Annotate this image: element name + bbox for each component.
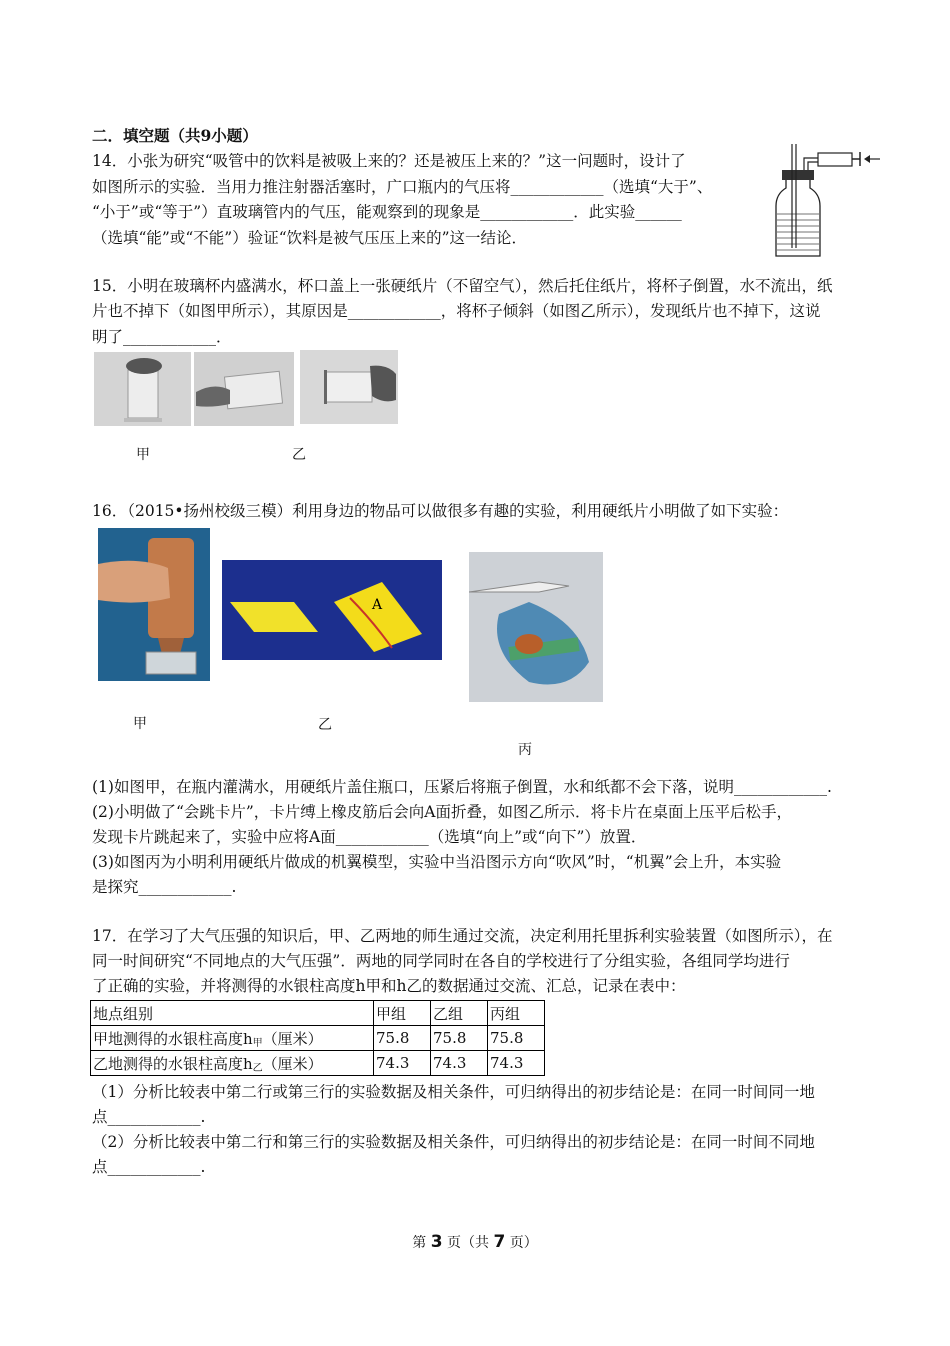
table-row: [91, 1051, 545, 1076]
table-cell: 74.3: [488, 1051, 545, 1076]
syringe-bottle-figure: [768, 140, 883, 262]
q16-caption-yi: 乙: [318, 717, 332, 733]
q15-line-1: 15．小明在玻璃杯内盛满水，杯口盖上一张硬纸片（不留空气），然后托住纸片，将杯子倒置，水不流出，纸: [92, 277, 833, 295]
table-row: [91, 1026, 545, 1051]
q16-part-1: (1)如图甲，在瓶内灌满水，用硬纸片盖住瓶口，压紧后将瓶子倒置，水和纸都不会下落，说明____________.: [92, 778, 832, 796]
q16-part-2a: (2)小明做了“会跳卡片”，卡片缚上橡皮筋后会向A面折叠，如图乙所示．将卡片在桌面上压平后松手，: [92, 803, 793, 821]
mercury-height-table: [90, 1000, 545, 1076]
table-cell: 75.8: [488, 1026, 545, 1051]
q15-line-2: 片也不掉下（如图甲所示），其原因是____________，将杯子倾斜（如图乙所示），发现纸片也不掉下，这说: [92, 302, 821, 320]
q16-intro: 16．（2015•扬州校级三模）利用身边的物品可以做很多有趣的实验，利用硬纸片小明做了如下实验：: [92, 502, 789, 520]
q16-part-3b: 是探究____________.: [92, 878, 237, 896]
q15-line-3: 明了____________．: [92, 328, 232, 346]
table-header-cell: 丙组: [488, 1001, 545, 1026]
q16-caption-jia: 甲: [133, 716, 147, 732]
table-cell: 74.3: [431, 1051, 488, 1076]
current-page-number: 3: [430, 1232, 443, 1252]
wing-model-photo: [469, 552, 603, 702]
table-header-cell: 乙组: [431, 1001, 488, 1026]
q17-part-1a: （1）分析比较表中第二行或第三行的实验数据及相关条件，可归纳得出的初步结论是：在同一时间同一地: [92, 1083, 815, 1101]
cup-sideways-photo: [300, 350, 398, 424]
cup-upright-photo: [94, 352, 191, 426]
q14-line-1: 14．小张为研究“吸管中的饮料是被吸上来的？还是被压上来的？”这一问题时，设计了: [92, 152, 686, 170]
page-footer: 第 3 页（共 7 页）: [412, 1232, 538, 1252]
jumping-card-photo: [222, 560, 442, 660]
q14-line-3: “小于”或“等于”）直玻璃管内的气压，能观察到的现象是____________．此实验______: [92, 203, 682, 221]
table-cell: 75.8: [431, 1026, 488, 1051]
card-a-label: A: [372, 597, 383, 613]
q17-part-2a: （2）分析比较表中第二行和第三行的实验数据及相关条件，可归纳得出的初步结论是：在同一时间不同地: [92, 1133, 815, 1151]
section-title: 二．填空题（共9小题）: [92, 126, 258, 145]
table-header-cell: 地点组别: [91, 1001, 374, 1026]
q17-line-2: 同一时间研究“不同地点的大气压强”．两地的同学同时在各自的学校进行了分组实验，各组同学均进行: [92, 952, 790, 970]
table-cell: 75.8: [374, 1026, 431, 1051]
table-row-label: 乙地测得的水银柱高度$h_乙$（厘米）: [91, 1051, 374, 1076]
cup-tilted-photo: [194, 352, 294, 426]
q14-line-2: 如图所示的实验．当用力推注射器活塞时，广口瓶内的气压将____________（选填“大于”、: [92, 178, 713, 196]
table-cell: 74.3: [374, 1051, 431, 1076]
q17-line-1: 17．在学习了大气压强的知识后，甲、乙两地的师生通过交流，决定利用托里拆利实验装置（如图所示），在: [92, 927, 833, 945]
q17-part-1b: 点____________.: [92, 1108, 206, 1126]
q15-caption-yi: 乙: [292, 447, 306, 463]
total-page-number: 7: [493, 1232, 506, 1252]
q14-line-4: （选填“能”或“不能”）验证“饮料是被气压压上来的”这一结论．: [92, 229, 528, 247]
q16-part-3a: (3)如图丙为小明利用硬纸片做成的机翼模型，实验中当沿图示方向“吹风”时，“机翼”会上升，本实验: [92, 853, 782, 871]
q16-caption-bing: 丙: [518, 742, 532, 758]
table-header-cell: 甲组: [374, 1001, 431, 1026]
table-header-row: [91, 1001, 545, 1026]
q17-part-2b: 点____________.: [92, 1158, 206, 1176]
q17-line-3: 了正确的实验，并将测得的水银柱高度h甲和h乙的数据通过交流、汇总，记录在表中：: [92, 977, 686, 995]
table-row-label: 甲地测得的水银柱高度$h_甲$（厘米）: [91, 1026, 374, 1051]
bottle-inverted-photo: [98, 528, 210, 681]
q16-part-2b: 发现卡片跳起来了，实验中应将A面____________（选填“向上”或“向下”）放置．: [92, 828, 647, 846]
q15-caption-jia: 甲: [136, 447, 150, 463]
